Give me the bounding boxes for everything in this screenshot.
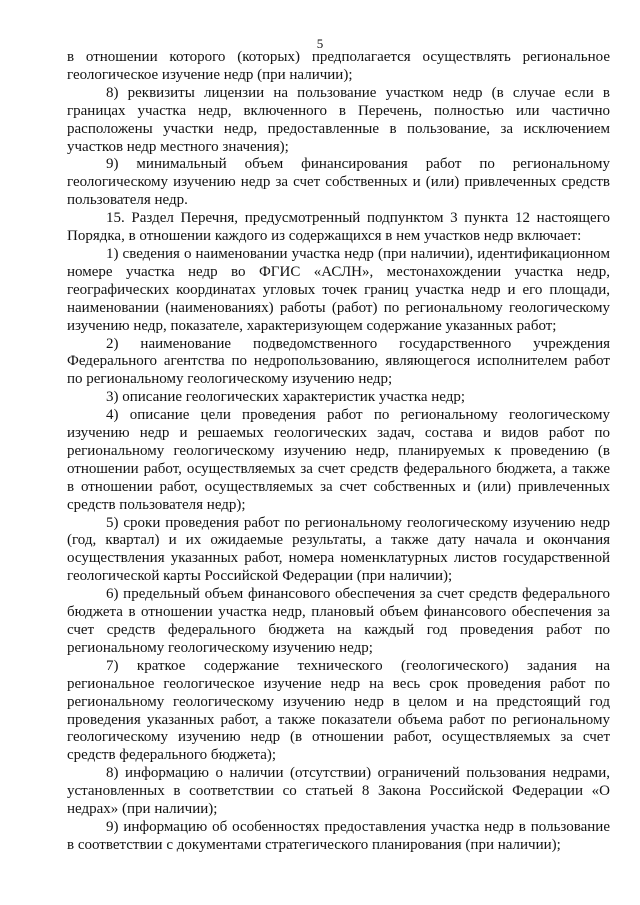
paragraph-item-1-info: 1) сведения о наименовании участка недр (при наличии), идентификационном номере участка недр во ФГИС «АСЛН», местонахождении участка недр, географических координатах угловых точек границ участка недр и его площади, наименовании (наименованиях) работы (работ) по региональному геологическому изучению недр, показателе, характеризующем содержание указанных работ; bbox=[67, 245, 610, 334]
paragraph-item-4-goals: 4) описание цели проведения работ по региональному геологическому изучению недр и решаемых геологических задач, состава и видов работ по региональному геологическому изучению недр, планируемых к проведению (в отношении работ, осуществляемых за счет средств федерального бюджета, а также в отношении работ, осуществляемых за счет собственных и (или) привлеченных средств пользователя недр); bbox=[67, 407, 610, 513]
paragraph-item-9-financing: 9) минимальный объем финансирования работ по региональному геологическому изучению недр за счет собственных и (или) привлеченных средств пользователя недр. bbox=[67, 156, 610, 209]
paragraph-section-15: 15. Раздел Перечня, предусмотренный подпунктом 3 пункта 12 настоящего Порядка, в отношении каждого из содержащихся в нем участков недр включает: bbox=[67, 210, 610, 245]
paragraph-item-5-deadlines: 5) сроки проведения работ по региональному геологическому изучению недр (год, квартал) и их ожидаемые результаты, а также дату начала и окончания осуществления указанных работ, номера номенклатурных листов государственной геологической карты Российской Федерации (при наличии); bbox=[67, 514, 610, 585]
page-number: 5 bbox=[316, 36, 324, 51]
paragraph-item-6-budget: 6) предельный объем финансового обеспечения за счет средств федерального бюджета в отношении участка недр, плановый объем финансового обеспечения за счет средств федерального бюджета на каждый год проведения работ по региональному геологическому изучению недр; bbox=[67, 586, 610, 656]
paragraph-item-2-institution: 2) наименование подведомственного государственного учреждения Федерального агентства по недропользованию, являющегося исполнителем работ по региональному геологическому изучению недр; bbox=[67, 335, 610, 388]
paragraph-item-8-license: 8) реквизиты лицензии на пользование участком недр (в случае если в границах участка недр, включенного в Перечень, полностью или частично расположены участки недр, предоставленные в пользование, за исключением участков недр местного значения); bbox=[67, 84, 610, 155]
paragraph-item-9-features: 9) информацию об особенностях предоставления участка недр в пользование в соответствии с документами стратегического планирования (при наличии); bbox=[67, 818, 610, 853]
paragraph-item-8-restrictions: 8) информацию о наличии (отсутствии) ограничений пользования недрами, установленных в соответствии со статьей 8 Закона Российской Федерации «О недрах» (при наличии); bbox=[67, 765, 610, 818]
paragraph-item-7-task: 7) краткое содержание технического (геологического) задания на региональное геологическое изучение недр на весь срок проведения работ по региональному геологическому изучению недр в целом и на предстоящий год проведения указанных работ, а также показатели объема работ по региональному геологическому изучению недр (в отношении работ, осуществляемых за счет средств федерального бюджета); bbox=[67, 657, 610, 764]
paragraph-continuation: в отношении которого (которых) предполагается осуществлять региональное геологическое изучение недр (при наличии); bbox=[67, 49, 610, 83]
paragraph-item-3-geology: 3) описание геологических характеристик участка недр; bbox=[106, 389, 466, 406]
document-body bbox=[67, 49, 610, 855]
